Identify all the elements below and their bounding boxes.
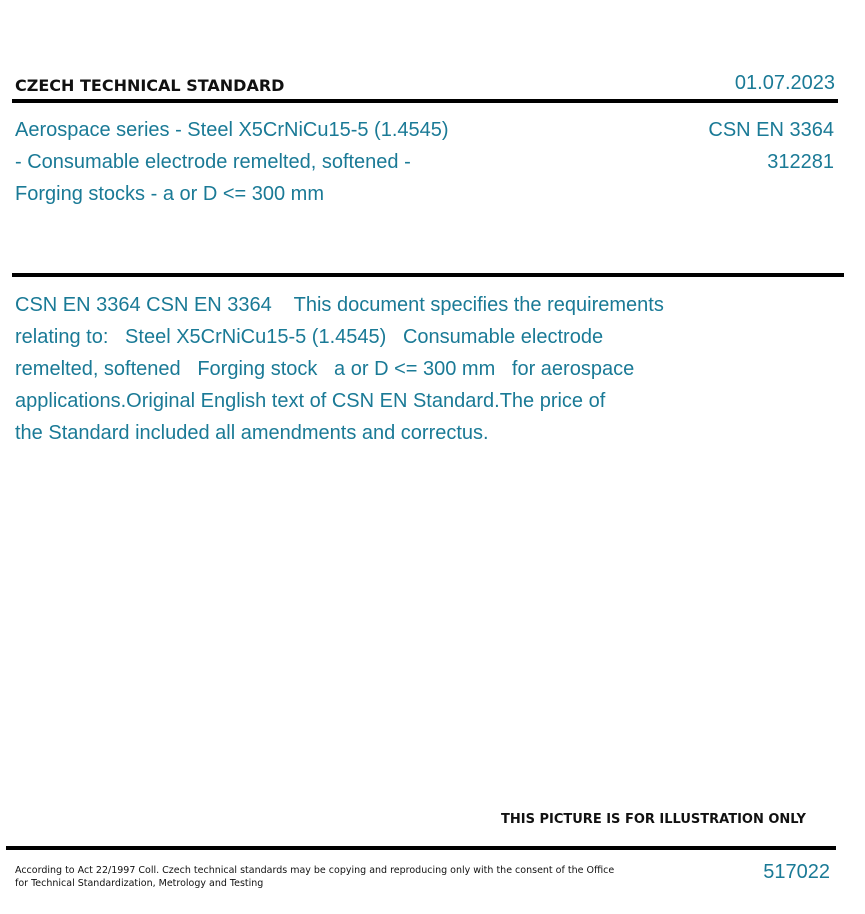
standard-title-line: Aerospace series - Steel X5CrNiCu15-5 (1.4545) bbox=[15, 119, 449, 141]
standard-identifiers bbox=[708, 114, 834, 178]
standard-title-line: - Consumable electrode remelted, softened - bbox=[15, 151, 411, 173]
copyright-note bbox=[15, 864, 615, 890]
description-line: relating to: Steel X5CrNiCu15-5 (1.4545) Consumable electrode bbox=[15, 326, 604, 348]
copyright-note-line: for Technical Standardization, Metrology and Testing bbox=[15, 878, 264, 889]
standard-title bbox=[15, 114, 575, 210]
copyright-note-line: According to Act 22/1997 Coll. Czech technical standards may be copying and reproducing only with the consent of the Office bbox=[15, 865, 615, 876]
footer-code: 517022 bbox=[763, 861, 830, 883]
standard-code: CSN EN 3364 bbox=[708, 119, 834, 141]
document-header-title: CZECH TECHNICAL STANDARD bbox=[15, 76, 285, 95]
description-line: the Standard included all amendments and correctus. bbox=[15, 422, 489, 444]
description-line: applications.Original English text of CSN EN Standard.The price of bbox=[15, 390, 606, 412]
standard-description bbox=[15, 289, 735, 449]
description-line: remelted, softened Forging stock a or D <= 300 mm for aerospace bbox=[15, 358, 635, 380]
description-line: CSN EN 3364 CSN EN 3364 This document specifies the requirements bbox=[15, 294, 664, 316]
illustration-notice: THIS PICTURE IS FOR ILLUSTRATION ONLY bbox=[501, 812, 806, 827]
standard-title-line: Forging stocks - a or D <= 300 mm bbox=[15, 183, 325, 205]
header-divider bbox=[12, 99, 838, 103]
publication-date: 01.07.2023 bbox=[734, 72, 835, 94]
catalog-number: 312281 bbox=[767, 151, 834, 173]
footer-divider bbox=[6, 846, 836, 850]
section-divider bbox=[12, 273, 844, 277]
